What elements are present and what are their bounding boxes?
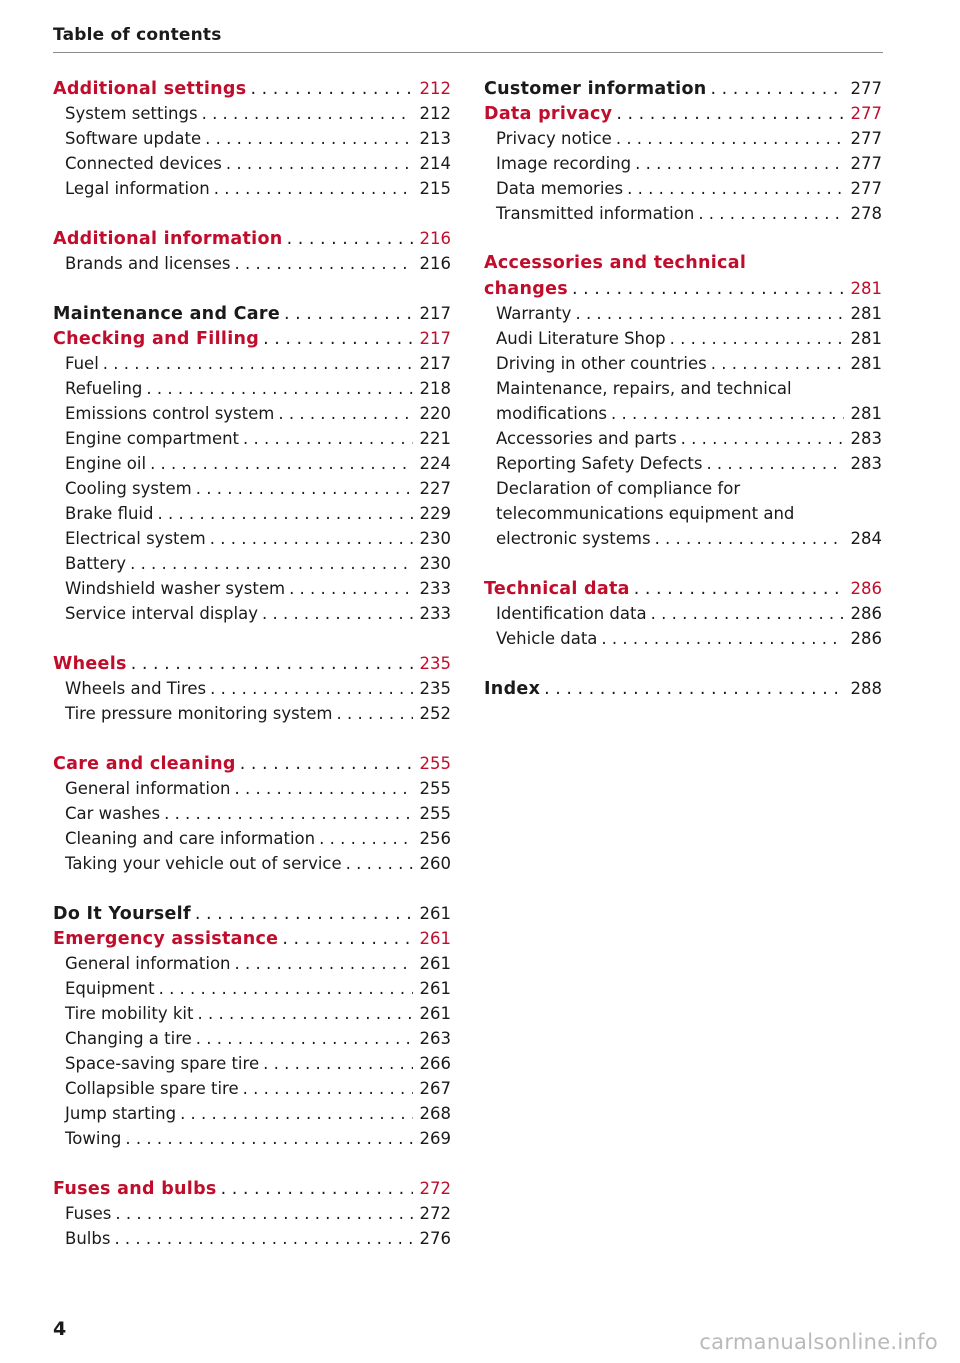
toc-entry-cooling-system[interactable] bbox=[53, 476, 451, 501]
toc-entry-page: 214 bbox=[419, 154, 451, 173]
dot-leader bbox=[627, 176, 844, 201]
toc-entry-label: Connected devices bbox=[65, 154, 222, 173]
toc-entry-page: 266 bbox=[419, 1054, 451, 1073]
watermark-text: carmanualsonline.info bbox=[699, 1330, 938, 1354]
toc-entry-page: 272 bbox=[419, 1204, 451, 1223]
toc-entry-page: 261 bbox=[419, 979, 451, 998]
toc-entry-page: 261 bbox=[419, 954, 451, 973]
toc-entry-label: Jump starting bbox=[65, 1104, 177, 1123]
toc-entry-car-washes[interactable] bbox=[53, 801, 451, 826]
dot-leader bbox=[670, 326, 844, 351]
toc-entry-page: 235 bbox=[419, 679, 451, 698]
toc-entry-page: 283 bbox=[850, 454, 882, 473]
dot-leader bbox=[263, 327, 413, 352]
toc-entry-page: 281 bbox=[850, 354, 882, 373]
dot-leader bbox=[125, 1126, 413, 1151]
toc-entry-label: Driving in other countries bbox=[496, 354, 707, 373]
toc-entry-page: 269 bbox=[419, 1129, 451, 1148]
toc-entry-label: Do It Yourself bbox=[53, 904, 191, 924]
toc-entry-label: Privacy notice bbox=[496, 129, 612, 148]
toc-entry-page: 221 bbox=[419, 429, 451, 448]
dot-leader bbox=[210, 676, 413, 701]
toc-section-technical-data[interactable] bbox=[484, 576, 882, 601]
toc-entry-tire-mobility-kit[interactable] bbox=[53, 1001, 451, 1026]
toc-entry-page: 229 bbox=[419, 504, 451, 523]
dot-leader bbox=[202, 101, 413, 126]
toc-column-left bbox=[53, 76, 451, 1251]
dot-leader bbox=[616, 126, 844, 151]
toc-entry-driving-in-other-countries[interactable] bbox=[484, 351, 882, 376]
toc-entry-label: Customer information bbox=[484, 79, 707, 99]
dot-leader bbox=[544, 677, 844, 702]
toc-section-fuses-and-bulbs[interactable] bbox=[53, 1176, 451, 1201]
dot-leader bbox=[221, 1177, 413, 1202]
toc-entry-page: 281 bbox=[850, 329, 882, 348]
toc-entry-page: 268 bbox=[419, 1104, 451, 1123]
toc-entry-modifications[interactable] bbox=[484, 401, 882, 426]
dot-leader bbox=[681, 426, 844, 451]
dot-leader bbox=[282, 927, 413, 952]
toc-entry-label: Data privacy bbox=[484, 104, 613, 124]
toc-entry-data-memories[interactable] bbox=[484, 176, 882, 201]
page-title: Table of contents bbox=[53, 25, 222, 45]
toc-section-do-it-yourself[interactable] bbox=[53, 901, 451, 926]
toc-entry-page: 283 bbox=[850, 429, 882, 448]
toc-entry-page: 284 bbox=[850, 529, 882, 548]
dot-leader bbox=[164, 801, 413, 826]
toc-entry-label: Additional settings bbox=[53, 79, 247, 99]
toc-entry-label: Fuel bbox=[65, 354, 99, 373]
toc-section-emergency-assistance[interactable] bbox=[53, 926, 451, 951]
dot-leader bbox=[114, 1226, 413, 1251]
toc-entry-vehicle-data[interactable] bbox=[484, 626, 882, 651]
toc-entry-label: Space-saving spare tire bbox=[65, 1054, 260, 1073]
toc-entry-page: 276 bbox=[419, 1229, 451, 1248]
dot-leader bbox=[243, 1076, 413, 1101]
toc-column-right bbox=[484, 76, 882, 701]
toc-entry-page: 212 bbox=[419, 104, 451, 123]
toc-entry-legal-information[interactable] bbox=[53, 176, 451, 201]
dot-leader bbox=[115, 1201, 413, 1226]
toc-entry-label: Checking and Filling bbox=[53, 329, 260, 349]
toc-entry-page: 215 bbox=[419, 179, 451, 198]
toc-entry-label: electronic systems bbox=[496, 529, 651, 548]
toc-entry-page: 235 bbox=[419, 654, 451, 673]
toc-entry-label: Maintenance and Care bbox=[53, 304, 281, 324]
toc-entry-label: Emissions control system bbox=[65, 404, 275, 423]
toc-entry-label: Refueling bbox=[65, 379, 143, 398]
toc-entry-tire-pressure-monitoring-system[interactable] bbox=[53, 701, 451, 726]
dot-leader bbox=[262, 601, 413, 626]
dot-leader bbox=[235, 951, 414, 976]
toc-entry-jump-starting[interactable] bbox=[53, 1101, 451, 1126]
dot-leader bbox=[197, 1001, 413, 1026]
toc-entry-taking-your-vehicle-out-of-service[interactable] bbox=[53, 851, 451, 876]
toc-entry-page: 252 bbox=[419, 704, 451, 723]
toc-entry-wheels-and-tires[interactable] bbox=[53, 676, 451, 701]
toc-entry-label: Accessories and parts bbox=[496, 429, 677, 448]
toc-entry-page: 255 bbox=[419, 754, 451, 773]
toc-entry-page: 267 bbox=[419, 1079, 451, 1098]
toc-entry-label: Maintenance, repairs, and technical bbox=[496, 379, 792, 398]
toc-entry-page: 255 bbox=[419, 779, 451, 798]
dot-leader bbox=[655, 526, 844, 551]
toc-entry-page: 230 bbox=[419, 529, 451, 548]
toc-entry-emissions-control-system[interactable] bbox=[53, 401, 451, 426]
toc-entry-engine-compartment[interactable] bbox=[53, 426, 451, 451]
dot-leader bbox=[336, 701, 413, 726]
toc-entry-maintenance-repairs-and-technical bbox=[484, 376, 882, 401]
toc-section-care-and-cleaning[interactable] bbox=[53, 751, 451, 776]
toc-entry-label: Engine oil bbox=[65, 454, 147, 473]
toc-entry-page: 224 bbox=[419, 454, 451, 473]
toc-entry-page: 261 bbox=[419, 904, 451, 923]
dot-leader bbox=[205, 126, 413, 151]
toc-entry-electrical-system[interactable] bbox=[53, 526, 451, 551]
dot-leader bbox=[159, 976, 413, 1001]
toc-entry-page: 272 bbox=[419, 1179, 451, 1198]
toc-entry-cleaning-and-care-information[interactable] bbox=[53, 826, 451, 851]
toc-entry-equipment[interactable] bbox=[53, 976, 451, 1001]
toc-entry-bulbs[interactable] bbox=[53, 1226, 451, 1251]
dot-leader bbox=[235, 776, 414, 801]
dot-leader bbox=[214, 176, 413, 201]
toc-entry-label: Car washes bbox=[65, 804, 161, 823]
toc-entry-page: 260 bbox=[419, 854, 451, 873]
toc-entry-label: Tire mobility kit bbox=[65, 1004, 194, 1023]
toc-section-accessories-and-technical bbox=[484, 251, 882, 276]
toc-entry-page: 281 bbox=[850, 304, 882, 323]
toc-entry-page: 286 bbox=[850, 629, 882, 648]
toc-entry-general-information[interactable] bbox=[53, 776, 451, 801]
toc-entry-label: Transmitted information bbox=[496, 204, 695, 223]
toc-entry-label: Windshield washer system bbox=[65, 579, 286, 598]
toc-entry-label: Collapsible spare tire bbox=[65, 1079, 239, 1098]
toc-entry-label: Taking your vehicle out of service bbox=[65, 854, 342, 873]
dot-leader bbox=[611, 401, 844, 426]
toc-entry-page: 217 bbox=[419, 304, 451, 323]
toc-entry-accessories-and-parts[interactable] bbox=[484, 426, 882, 451]
toc-entry-label: Software update bbox=[65, 129, 202, 148]
toc-entry-page: 230 bbox=[419, 554, 451, 573]
toc-entry-label: Accessories and technical bbox=[484, 253, 747, 273]
toc-entry-identification-data[interactable] bbox=[484, 601, 882, 626]
toc-entry-label: changes bbox=[484, 279, 569, 299]
page-header bbox=[53, 25, 883, 53]
dot-leader bbox=[287, 227, 413, 252]
toc-entry-label: Engine compartment bbox=[65, 429, 240, 448]
dot-leader bbox=[635, 151, 844, 176]
toc-entry-page: 281 bbox=[850, 404, 882, 423]
toc-entry-label: General information bbox=[65, 779, 231, 798]
dot-leader bbox=[210, 526, 413, 551]
dot-leader bbox=[346, 851, 413, 876]
toc-entry-label: Vehicle data bbox=[496, 629, 598, 648]
toc-entry-connected-devices[interactable] bbox=[53, 151, 451, 176]
toc-entry-page: 263 bbox=[419, 1029, 451, 1048]
toc-section-additional-settings[interactable] bbox=[53, 76, 451, 101]
toc-entry-label: Cleaning and care information bbox=[65, 829, 316, 848]
dot-leader bbox=[711, 77, 844, 102]
toc-entry-label: Fuses bbox=[65, 1204, 112, 1223]
toc-entry-label: Emergency assistance bbox=[53, 929, 279, 949]
toc-entry-label: Changing a tire bbox=[65, 1029, 192, 1048]
toc-entry-label: Audi Literature Shop bbox=[496, 329, 666, 348]
toc-entry-page: 261 bbox=[419, 929, 451, 948]
dot-leader bbox=[130, 551, 413, 576]
toc-entry-label: Wheels bbox=[53, 654, 127, 674]
dot-leader bbox=[616, 102, 844, 127]
toc-entry-battery[interactable] bbox=[53, 551, 451, 576]
toc-entry-page: 217 bbox=[419, 354, 451, 373]
toc-entry-label: Declaration of compliance for bbox=[496, 479, 741, 498]
dot-leader bbox=[234, 251, 413, 276]
dot-leader bbox=[572, 277, 844, 302]
toc-entry-label: Identification data bbox=[496, 604, 647, 623]
toc-entry-label: Bulbs bbox=[65, 1229, 111, 1248]
toc-entry-page: 233 bbox=[419, 579, 451, 598]
toc-entry-privacy-notice[interactable] bbox=[484, 126, 882, 151]
toc-entry-telecommunications-equipment-and bbox=[484, 501, 882, 526]
toc-entry-page: 288 bbox=[850, 679, 882, 698]
toc-entry-label: Electrical system bbox=[65, 529, 206, 548]
toc-entry-page: 217 bbox=[419, 329, 451, 348]
toc-entry-page: 233 bbox=[419, 604, 451, 623]
toc-entry-label: Battery bbox=[65, 554, 127, 573]
toc-entry-page: 212 bbox=[419, 79, 451, 98]
toc-entry-engine-oil[interactable] bbox=[53, 451, 451, 476]
toc-entry-page: 277 bbox=[850, 129, 882, 148]
toc-entry-label: Legal information bbox=[65, 179, 210, 198]
toc-entry-warranty[interactable] bbox=[484, 301, 882, 326]
toc-entry-page: 227 bbox=[419, 479, 451, 498]
toc-entry-page: 255 bbox=[419, 804, 451, 823]
toc-entry-brands-and-licenses[interactable] bbox=[53, 251, 451, 276]
dot-leader bbox=[278, 401, 413, 426]
toc-section-customer-information[interactable] bbox=[484, 76, 882, 101]
page-number: 4 bbox=[53, 1318, 67, 1340]
dot-leader bbox=[284, 302, 413, 327]
dot-leader bbox=[243, 426, 413, 451]
dot-leader bbox=[146, 376, 413, 401]
toc-section-data-privacy[interactable] bbox=[484, 101, 882, 126]
dot-leader bbox=[195, 902, 413, 927]
toc-entry-system-settings[interactable] bbox=[53, 101, 451, 126]
toc-entry-label: Image recording bbox=[496, 154, 632, 173]
dot-leader bbox=[575, 301, 844, 326]
toc-entry-fuel[interactable] bbox=[53, 351, 451, 376]
toc-entry-collapsible-spare-tire[interactable] bbox=[53, 1076, 451, 1101]
dot-leader bbox=[196, 1026, 413, 1051]
toc-entry-label: Service interval display bbox=[65, 604, 258, 623]
toc-entry-label: Wheels and Tires bbox=[65, 679, 207, 698]
toc-entry-label: telecommunications equipment and bbox=[496, 504, 795, 523]
toc-entry-page: 281 bbox=[850, 279, 882, 298]
toc-entry-windshield-washer-system[interactable] bbox=[53, 576, 451, 601]
dot-leader bbox=[240, 752, 413, 777]
dot-leader bbox=[634, 577, 844, 602]
toc-entry-image-recording[interactable] bbox=[484, 151, 882, 176]
toc-entry-page: 278 bbox=[850, 204, 882, 223]
toc-entry-software-update[interactable] bbox=[53, 126, 451, 151]
toc-entry-audi-literature-shop[interactable] bbox=[484, 326, 882, 351]
toc-entry-space-saving-spare-tire[interactable] bbox=[53, 1051, 451, 1076]
dot-leader bbox=[289, 576, 413, 601]
toc-entry-page: 218 bbox=[419, 379, 451, 398]
toc-section-changes[interactable] bbox=[484, 276, 882, 301]
dot-leader bbox=[706, 451, 844, 476]
toc-entry-towing[interactable] bbox=[53, 1126, 451, 1151]
toc-section-additional-information[interactable] bbox=[53, 226, 451, 251]
toc-entry-refueling[interactable] bbox=[53, 376, 451, 401]
toc-entry-label: Fuses and bulbs bbox=[53, 1179, 217, 1199]
toc-entry-label: Technical data bbox=[484, 579, 630, 599]
toc-entry-label: modifications bbox=[496, 404, 608, 423]
toc-entry-changing-a-tire[interactable] bbox=[53, 1026, 451, 1051]
toc-section-wheels[interactable] bbox=[53, 651, 451, 676]
dot-leader bbox=[601, 626, 844, 651]
toc-entry-label: Care and cleaning bbox=[53, 754, 236, 774]
dot-leader bbox=[196, 476, 413, 501]
toc-entry-label: Brake fluid bbox=[65, 504, 154, 523]
toc-entry-label: Index bbox=[484, 679, 541, 699]
toc-entry-declaration-of-compliance-for bbox=[484, 476, 882, 501]
toc-entry-page: 286 bbox=[850, 604, 882, 623]
dot-leader bbox=[263, 1051, 413, 1076]
toc-entry-label: Towing bbox=[65, 1129, 122, 1148]
dot-leader bbox=[651, 601, 844, 626]
toc-entry-label: General information bbox=[65, 954, 231, 973]
toc-entry-page: 261 bbox=[419, 1004, 451, 1023]
toc-entry-transmitted-information[interactable] bbox=[484, 201, 882, 226]
toc-entry-label: Cooling system bbox=[65, 479, 192, 498]
dot-leader bbox=[711, 351, 844, 376]
toc-entry-label: System settings bbox=[65, 104, 198, 123]
toc-entry-page: 216 bbox=[419, 229, 451, 248]
toc-entry-label: Brands and licenses bbox=[65, 254, 231, 273]
toc-entry-label: Warranty bbox=[496, 304, 572, 323]
dot-leader bbox=[698, 201, 844, 226]
toc-entry-page: 277 bbox=[850, 79, 882, 98]
dot-leader bbox=[150, 451, 413, 476]
toc-entry-page: 277 bbox=[850, 154, 882, 173]
toc-entry-label: Reporting Safety Defects bbox=[496, 454, 703, 473]
toc-entry-brake-fluid[interactable] bbox=[53, 501, 451, 526]
dot-leader bbox=[180, 1101, 413, 1126]
toc-entry-page: 256 bbox=[419, 829, 451, 848]
dot-leader bbox=[103, 351, 413, 376]
toc-entry-label: Data memories bbox=[496, 179, 624, 198]
toc-entry-label: Tire pressure monitoring system bbox=[65, 704, 333, 723]
toc-entry-page: 216 bbox=[419, 254, 451, 273]
toc-entry-page: 220 bbox=[419, 404, 451, 423]
toc-entry-service-interval-display[interactable] bbox=[53, 601, 451, 626]
dot-leader bbox=[131, 652, 413, 677]
toc-section-index[interactable] bbox=[484, 676, 882, 701]
dot-leader bbox=[226, 151, 413, 176]
toc-entry-page: 213 bbox=[419, 129, 451, 148]
toc-entry-page: 277 bbox=[850, 104, 882, 123]
toc-entry-general-information[interactable] bbox=[53, 951, 451, 976]
dot-leader bbox=[158, 501, 414, 526]
toc-section-maintenance-and-care[interactable] bbox=[53, 301, 451, 326]
toc-entry-reporting-safety-defects[interactable] bbox=[484, 451, 882, 476]
toc-entry-electronic-systems[interactable] bbox=[484, 526, 882, 551]
toc-entry-page: 286 bbox=[850, 579, 882, 598]
toc-entry-label: Additional information bbox=[53, 229, 283, 249]
toc-entry-label: Equipment bbox=[65, 979, 155, 998]
dot-leader bbox=[319, 826, 413, 851]
toc-entry-page: 277 bbox=[850, 179, 882, 198]
toc-entry-fuses[interactable] bbox=[53, 1201, 451, 1226]
dot-leader bbox=[250, 77, 413, 102]
toc-section-checking-and-filling[interactable] bbox=[53, 326, 451, 351]
